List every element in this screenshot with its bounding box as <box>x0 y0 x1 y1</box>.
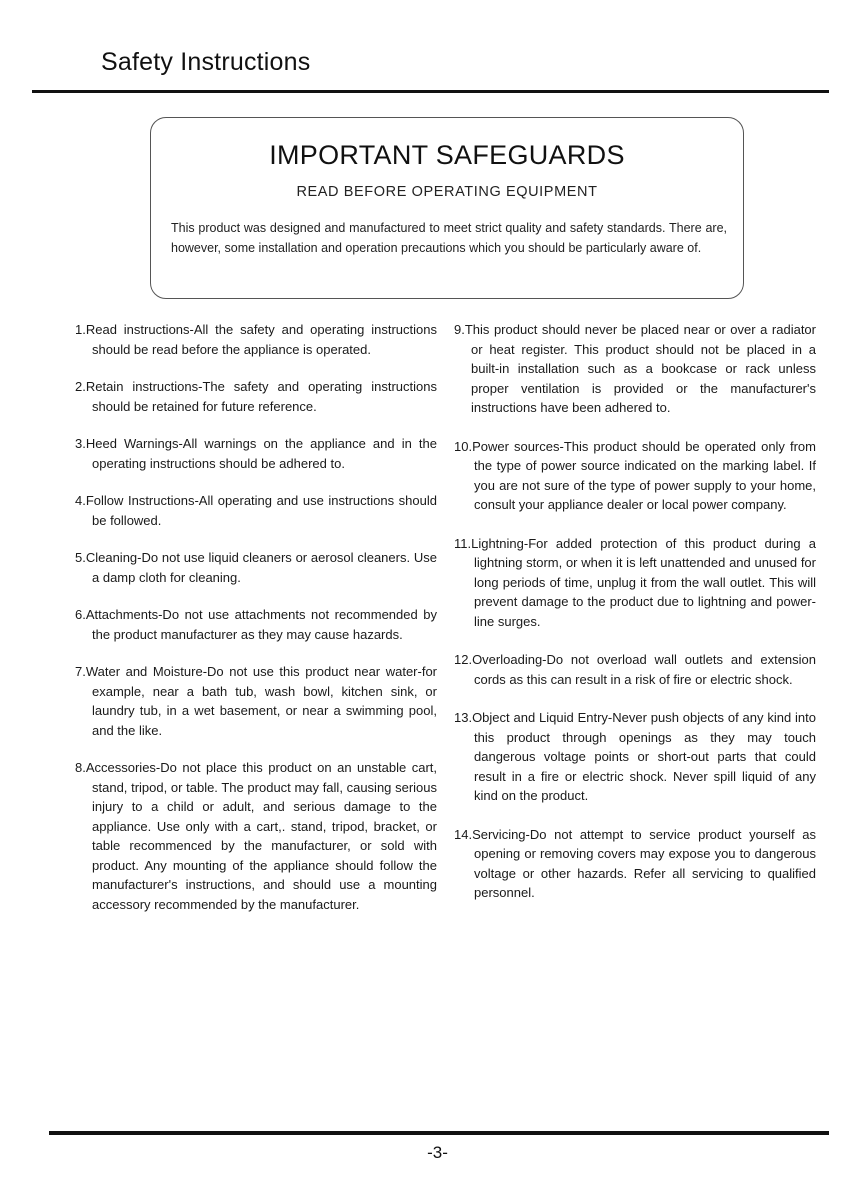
safeguards-subheading: READ BEFORE OPERATING EQUIPMENT <box>296 184 598 200</box>
instruction-item-12: 12.Overloading-Do not overload wall outlets and extension cords as this can result in a risk of fire or electric shock. <box>454 652 816 687</box>
safeguards-intro-text: This product was designed and manufactured to meet strict quality and safety standards. There are, however, some installation and operation precautions which you should be particularly aware of. <box>171 221 727 255</box>
instruction-item-11: 11.Lightning-For added protection of this product during a lightning storm, or when it is left unattended and unused for long periods of time, unplug it from the wall outlet. This will prevent damage to the product due to lightning and power-line surges. <box>454 535 816 629</box>
instruction-item-13: 13.Object and Liquid Entry-Never push objects of any kind into this product through openings as they may touch dangerous voltage points or short-out parts that could result in a fire or electric shock. Never spill liquid of any kind on the product. <box>454 710 816 803</box>
instruction-item-2: 2.Retain instructions-The safety and operating instructions should be retained for future reference. <box>75 379 437 414</box>
instruction-item-5: 5.Cleaning-Do not use liquid cleaners or aerosol cleaners. Use a damp cloth for cleaning. <box>75 550 437 585</box>
instruction-item-10: 10.Power sources-This product should be operated only from the type of power source indicated on the marking label. If you are not sure of the type of power supply to your home, consult your appliance dealer or local power company. <box>454 438 816 512</box>
instruction-item-9: 9.This product should never be placed near or over a radiator or heat register. This product should not be placed in a built-in installation such as a bookcase or rack unless proper ventilation is provided or the manufacturer's instructions have been adhered to. <box>454 322 816 415</box>
page-number: -3- <box>427 1143 448 1162</box>
instruction-item-1: 1.Read instructions-All the safety and operating instructions should be read before the appliance is operated. <box>75 322 437 357</box>
instruction-item-14: 14.Servicing-Do not attempt to service product yourself as opening or removing covers may expose you to dangerous voltage or other hazards. Refer all servicing to qualified personnel. <box>454 826 816 900</box>
instruction-item-4: 4.Follow Instructions-All operating and use instructions should be followed. <box>75 493 437 528</box>
instruction-item-6: 6.Attachments-Do not use attachments not recommended by the product manufacturer as they may cause hazards. <box>75 607 437 642</box>
instructions-left-column <box>75 320 437 932</box>
instruction-item-8: 8.Accessories-Do not place this product on an unstable cart, stand, tripod, or table. The product may fall, causing serious injury to a child or adult, and serious damage to the appliance. Use only with a cart,. stand, tripod, bracket, or table recommenced by the manufacturer, or sold with product. Any mounting of the appliance should follow the manufacturer's instructions, and should use a mounting accessory recommended by the manufacturer. <box>75 760 437 912</box>
safeguards-heading: IMPORTANT SAFEGUARDS <box>269 140 625 170</box>
instruction-item-3: 3.Heed Warnings-All warnings on the appliance and in the operating instructions should be adhered to. <box>75 436 437 471</box>
footer-divider <box>49 1131 829 1135</box>
instructions-right-column <box>454 320 816 922</box>
header-divider <box>32 90 829 93</box>
page-title: Safety Instructions <box>101 48 311 76</box>
instruction-item-7: 7.Water and Moisture-Do not use this product near water-for example, near a bath tub, wash bowl, kitchen sink, or laundry tub, in a wet basement, or near a swimming pool, and the like. <box>75 664 437 738</box>
important-safeguards-box <box>150 117 744 299</box>
